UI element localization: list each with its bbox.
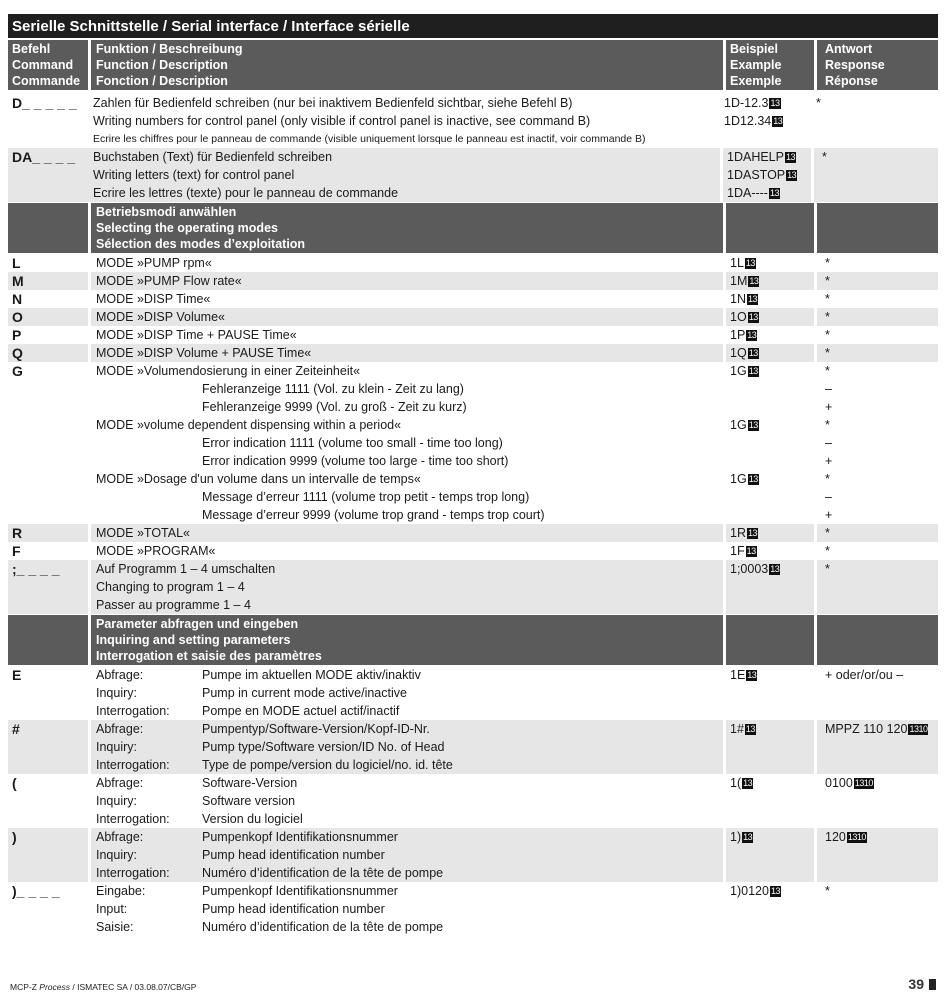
cr-symbol: 13 [748,474,758,484]
cr-symbol: 13 [747,330,757,340]
example-value: 1G 13 [730,364,758,378]
header-command: Befehl Command Commande [12,42,81,88]
response-value: 120 1310 [825,830,866,844]
example-value: 1DASTOP 13 [727,168,797,182]
table-row-e: E Abfrage: Pumpe im aktuellen MODE aktiv/inaktiv Inquiry: Pump in current mode active/inactive Interrogation: Pompe en MODE actuel actif/inactif 1E 13 + oder/or/ou – [8,666,938,720]
response-value: * [814,882,942,936]
command-code: Q [12,345,23,361]
response-value: * [816,96,821,110]
table-row-q: Q MODE »DISP Volume + PAUSE Time« 1Q 13 * [8,344,938,362]
table-row-g: G MODE »Volumendosierung in einer Zeiteinheit« Fehleranzeige 1111 (Vol. zu klein - Zeit zu lang) Fehleranzeige 9999 (Vol. zu groß - Zeit zu kurz) MODE »volume dependent dispensing within a period« Error indication 1111 (volume too small - time too long) Error indication 9999 (volume too large - time too short) MODE »Dosage d'un volume dans un intervalle de temps« Message d’erreur 1111 (volume trop petit - temps trop long) Message d’erreur 9999 (volume trop grand - temps trop court) 1G 13 1G 13 1G 13 * – + * – + * – + [8,362,938,524]
table-row-da: DA_ _ _ _ Buchstaben (Text) für Bedienfeld schreiben Writing letters (text) for control panel Ecrire les lettres (texte) pour le panneau de commande 1DAHELP 13 1DASTOP 13 1DA---- 13 * [8,148,938,202]
cr-symbol: 13 [743,778,753,788]
cr-symbol: 13 [748,420,758,430]
command-code: L [12,255,21,271]
response-value: 0100 1310 [825,776,873,790]
header-response: Antwort Response Réponse [814,40,942,90]
example-value: 1)0120 13 [730,884,780,898]
cr-symbol: 13 [745,258,755,268]
table-header [8,40,938,90]
example-value: 1;0003 13 [730,562,780,576]
table-row-close-paren: ) Abfrage: Pumpenkopf Identifikationsnummer Inquiry: Pump head identification number Interrogation: Numéro d’identification de la tête de pompe 1) 13 120 1310 [8,828,938,882]
cr-symbol: 13 [787,170,797,180]
cr-symbol: 13 [748,348,758,358]
command-table [8,14,938,936]
table-row-open-paren: ( Abfrage: Software-Version Inquiry: Software version Interrogation: Version du logiciel 1( 13 0100 1310 [8,774,938,828]
example-value: 1G 13 [730,472,758,486]
crlf-symbol: 1310 [909,724,928,734]
command-code: # [12,721,20,737]
cr-symbol: 13 [769,188,779,198]
cr-symbol: 13 [748,312,758,322]
response-value: * [814,272,942,290]
command-code: N [12,291,23,307]
table-row-f: F MODE »PROGRAM« 1F 13 * [8,542,938,560]
example-value: 1Q 13 [723,344,814,362]
response-value: * [814,254,942,272]
crlf-symbol: 1310 [854,778,873,788]
response-value: * [814,326,942,344]
response-value: + oder/or/ou – [814,666,942,720]
cr-symbol: 13 [773,116,783,126]
response-value: * [814,344,942,362]
command-code: ) [12,829,17,845]
table-row-program: ;_ _ _ _ Auf Programm 1 – 4 umschalten Changing to program 1 – 4 Passer au programme 1 – 4 1;0003 13 * [8,560,938,614]
table-row-m: M MODE »PUMP Flow rate« 1M 13 * [8,272,938,290]
command-code: O [12,309,23,325]
header-example: Beispiel Example Exemple [723,40,814,90]
page-marker-icon [929,979,936,990]
command-code: ;_ _ _ _ [12,561,60,577]
example-value: 1O 13 [723,308,814,326]
table-row-r: R MODE »TOTAL« 1R 13 * [8,524,938,542]
example-value: 1M 13 [723,272,814,290]
cr-symbol: 13 [749,276,759,286]
command-code: F [12,543,21,559]
table-row-hash: # Abfrage: Pumpentyp/Software-Version/Kopf-ID-Nr. Inquiry: Pump type/Software version/ID No. of Head Interrogation: Type de pompe/version du logiciel/no. id. tête 1# 13 MPPZ 110 120 1310 [8,720,938,774]
footer-reference: MCP-Z Process / ISMATEC SA / 03.08.07/CB/GP [10,982,197,992]
response-value: * [811,148,939,202]
example-value: 1P 13 [723,326,814,344]
table-row-p: P MODE »DISP Time + PAUSE Time« 1P 13 * [8,326,938,344]
response-value: * [814,524,942,542]
crlf-symbol: 1310 [847,832,866,842]
cr-symbol: 13 [770,564,780,574]
header-function: Funktion / Beschreibung Function / Description Fonction / Description [88,40,723,90]
example-value: 1D-12.3 13 [724,96,780,110]
command-code: R [12,525,23,541]
table-row-close-paren-input: )_ _ _ _ Eingabe: Pumpenkopf Identifikationsnummer Input: Pump head identification number Saisie: Numéro d’identification de la tête de pompe 1)0120 13 * [8,882,938,936]
command-code: D_ _ _ _ _ [12,95,77,111]
response-value: MPPZ 110 120 1310 [825,722,928,736]
example-value: 1E 13 [730,668,757,682]
response-value: * [814,308,942,326]
example-value: 1F 13 [723,542,814,560]
example-value: 1R 13 [723,524,814,542]
command-code: E [12,667,22,683]
section-parameters: Parameter abfragen und eingeben Inquiring and setting parameters Interrogation et saisie des paramètres [8,615,938,665]
example-value: 1N 13 [723,290,814,308]
example-value: 1# 13 [730,722,755,736]
cr-symbol: 13 [746,546,756,556]
command-code: P [12,327,22,343]
table-row-l: L MODE »PUMP rpm« 1L 13 * [8,254,938,272]
table-row-n: N MODE »DISP Time« 1N 13 * [8,290,938,308]
response-value: * [814,290,942,308]
table-row-o: O MODE »DISP Volume« 1O 13 * [8,308,938,326]
example-value: 1( 13 [730,776,753,790]
command-code: M [12,273,24,289]
command-code: DA_ _ _ _ [12,149,76,165]
example-value: 1DA---- 13 [727,186,779,200]
table-row-d: D_ _ _ _ _ Zahlen für Bedienfeld schreiben (nur bei inaktivem Bedienfeld sichtbar, siehe Befehl B) Writing numbers for control panel (only visible if control panel is inactive, see command B) Ecrire les chiffres pour le panneau de commande (visible uniquement lorsque le panneau est inactif, voir commande B) 1D-12.3 13 1D12.34 13 * [8,94,938,148]
cr-symbol: 13 [747,670,757,680]
example-value: 1D12.34 13 [724,114,783,128]
section-operating-modes: Betriebsmodi anwählen Selecting the operating modes Sélection des modes d’exploitation [8,203,938,253]
cr-symbol: 13 [745,724,755,734]
response-value: * [814,542,942,560]
example-value: 1L 13 [723,254,814,272]
cr-symbol: 13 [785,152,795,162]
cr-symbol: 13 [748,366,758,376]
cr-symbol: 13 [747,528,757,538]
example-value: 1) 13 [730,830,753,844]
command-code: ( [12,775,17,791]
cr-symbol: 13 [770,886,780,896]
cr-symbol: 13 [770,98,780,108]
cr-symbol: 13 [747,294,757,304]
page-title: Serielle Schnittstelle / Serial interface / Interface sérielle [8,14,938,38]
page-number: 39 [908,976,936,992]
command-code: )_ _ _ _ [12,883,60,899]
example-value: 1DAHELP 13 [727,150,795,164]
example-value: 1G 13 [730,418,758,432]
response-value: * [814,560,942,614]
command-code: G [12,363,23,379]
cr-symbol: 13 [743,832,753,842]
